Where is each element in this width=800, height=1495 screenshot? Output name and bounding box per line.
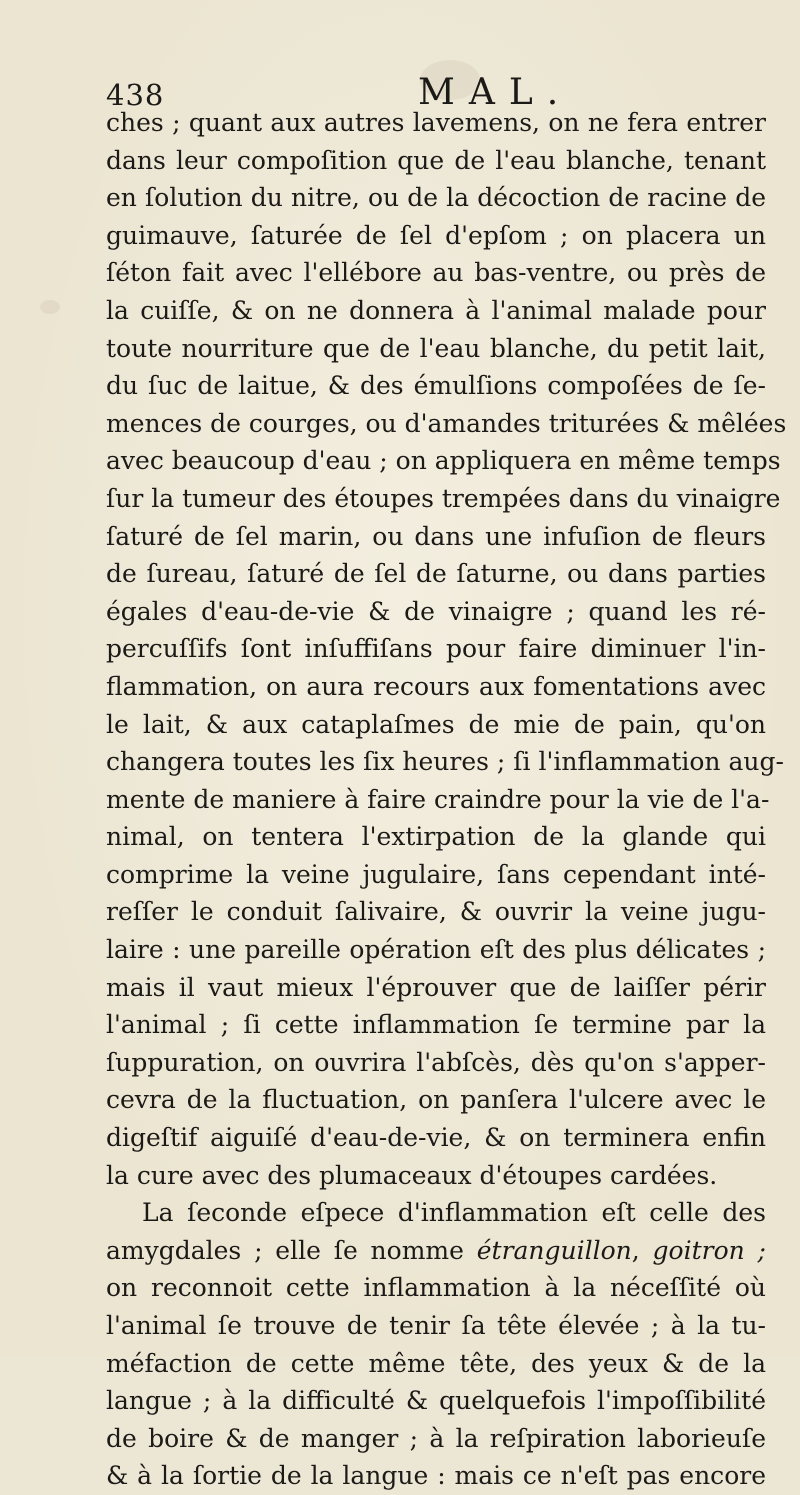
text-line: percuſſifs ſont inſuffiſans pour faire diminuer l'in- — [106, 634, 766, 664]
text-line: reſſer le conduit ſalivaire, & ouvrir la veine jugu- — [106, 897, 766, 927]
text-line: laire : une pareille opération eſt des plus délicates ; — [106, 935, 766, 965]
paper-stain — [40, 300, 60, 314]
text-line: ches ; quant aux autres lavemens, on ne fera entrer — [106, 108, 766, 137]
text-line: l'animal ſe trouve de tenir ſa tête élevée ; à la tu- — [106, 1311, 766, 1340]
text-line: dans leur compoſition que de l'eau blanche, tenant — [106, 145, 766, 175]
italic-term: goitron ; — [652, 1235, 766, 1265]
text-line: nimal, on tentera l'extirpation de la glande qui — [106, 822, 766, 852]
text-line: la cuiſſe, & on ne donnera à l'animal malade pour — [106, 295, 766, 325]
page-number: 438 — [106, 78, 165, 112]
text-line-mixed — [106, 1232, 766, 1270]
text-line: mences de courges, ou d'amandes triturées & mêlées — [106, 408, 787, 438]
text-line: en ſolution du nitre, ou de la décoction de racine de — [106, 183, 766, 213]
text-line: le lait, & aux cataplaſmes de mie de pain, qu'on — [106, 709, 766, 739]
text-line: du ſuc de laitue, & des émulſions compoſées de ſe- — [106, 371, 766, 401]
text-line: la cure avec des plumaceaux d'étoupes cardées. — [106, 1160, 718, 1190]
text-line: ſur la tumeur des étoupes trempées dans du vinaigre — [106, 483, 781, 513]
text-segment: amygdales ; elle ſe nomme — [106, 1235, 464, 1265]
text-line: changera toutes les ſix heures ; ſi l'inflammation aug- — [106, 747, 784, 777]
text-line: ſaturé de ſel marin, ou dans une infuſion de fleurs — [106, 521, 766, 551]
text-line: cevra de la fluctuation, on panſera l'ulcere avec le — [106, 1085, 766, 1115]
text-line: méfaction de cette même tête, des yeux & de la — [106, 1348, 766, 1378]
text-segment: , — [631, 1235, 653, 1265]
text-line: comprime la veine jugulaire, ſans cependant inté- — [106, 859, 766, 889]
text-line: égales d'eau-de-vie & de vinaigre ; quand les ré- — [106, 596, 766, 626]
text-line: toute nourriture que de l'eau blanche, du petit lait, — [106, 333, 766, 363]
text-line: flammation, on aura recours aux fomentations avec — [106, 671, 766, 701]
text-line: & à la ſortie de la langue : mais ce n'eſt pas encore — [106, 1461, 766, 1491]
running-title: MAL. — [418, 72, 573, 113]
text-line: digeſtif aiguiſé d'eau-de-vie, & on terminera enfin — [106, 1123, 766, 1153]
text-line: langue ; à la difficulté & quelquefois l'impoſſibilité — [106, 1386, 766, 1416]
text-line: de boire & de manger ; à la reſpiration laborieuſe — [106, 1423, 766, 1453]
body-text — [106, 104, 787, 1495]
text-line: guimauve, ſaturée de ſel d'epſom ; on placera un — [106, 220, 766, 250]
text-line: ſéton fait avec l'ellébore au bas-ventre, ou près de — [106, 258, 766, 288]
text-line: de ſureau, ſaturé de ſel de ſaturne, ou dans parties — [106, 559, 766, 589]
text-line: mais il vaut mieux l'éprouver que de laiſſer périr — [106, 972, 766, 1002]
text-line: l'animal ; ſi cette inflammation ſe termine par la — [106, 1010, 766, 1040]
text-line: mente de maniere à faire craindre pour la vie de l'a- — [106, 784, 770, 814]
text-line: ſuppuration, on ouvrira l'abſcès, dès qu'on s'apper- — [106, 1047, 766, 1077]
text-line: La ſeconde eſpece d'inflammation eſt celle des — [142, 1198, 766, 1228]
text-line: on reconnoit cette inflammation à la néceſſité où — [106, 1273, 766, 1303]
italic-term: étranguillon — [476, 1235, 632, 1265]
text-line: avec beaucoup d'eau ; on appliquera en même temps — [106, 446, 781, 476]
